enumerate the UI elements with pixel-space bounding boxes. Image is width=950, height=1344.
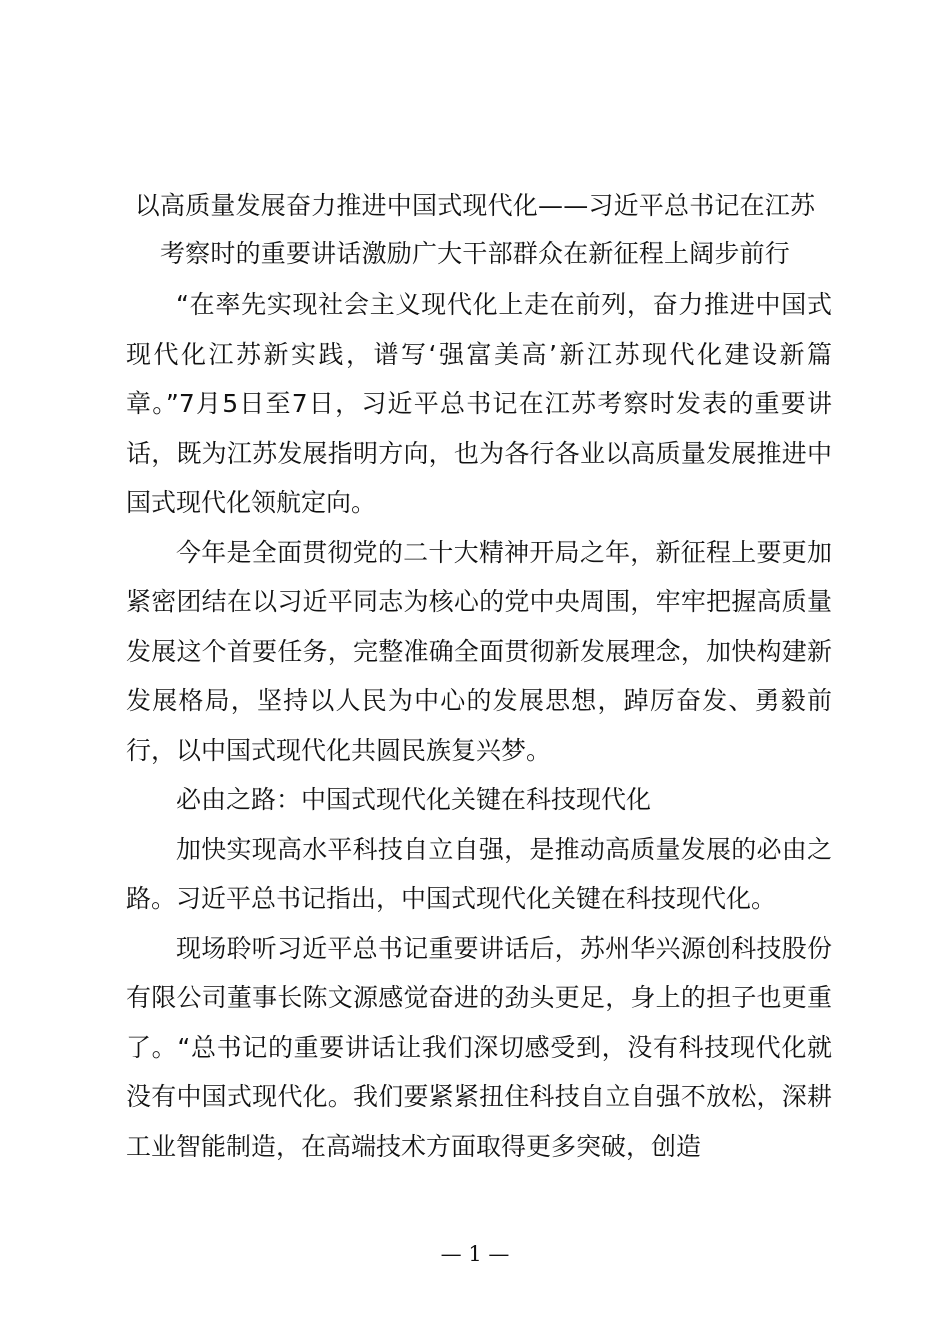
document-body — [126, 280, 832, 1171]
paragraph-3: 加快实现高水平科技自立自强，是推动高质量发展的必由之路。习近平总书记指出，中国式现代化关键在科技现代化。 — [126, 834, 832, 913]
section-heading: 必由之路：中国式现代化关键在科技现代化 — [176, 785, 652, 814]
page-number: — 1 — — [440, 1242, 510, 1266]
document-title-line-2: 考察时的重要讲话激励广大干部群众在新征程上阔步前行 — [159, 239, 790, 268]
document-title-line-1: 以高质量发展奋力推进中国式现代化——习近平总书记在江苏 — [134, 191, 816, 220]
paragraph-4: 现场聆听习近平总书记重要讲话后，苏州华兴源创科技股份有限公司董事长陈文源感觉奋进的劲头更足，身上的担子也更重了。“总书记的重要讲话让我们深切感受到，没有科技现代化就没有中国式现代化。我们要紧紧扭住科技自立自强不放松，深耕工业智能制造，在高端技术方面取得更多突破，创造 — [126, 933, 832, 1161]
paragraph-1: “在率先实现社会主义现代化上走在前列，奋力推进中国式现代化江苏新实践，谱写‘强富美高’新江苏现代化建设新篇章。”7月5日至7日，习近平总书记在江苏考察时发表的重要讲话，既为江苏发展指明方向，也为各行各业以高质量发展推进中国式现代化领航定向。 — [126, 290, 832, 517]
paragraph-2: 今年是全面贯彻党的二十大精神开局之年，新征程上要更加紧密团结在以习近平同志为核心的党中央周围，牢牢把握高质量发展这个首要任务，完整准确全面贯彻新发展理念，加快构建新发展格局，坚持以人民为中心的发展思想，踔厉奋发、勇毅前行，以中国式现代化共圆民族复兴梦。 — [126, 537, 832, 765]
